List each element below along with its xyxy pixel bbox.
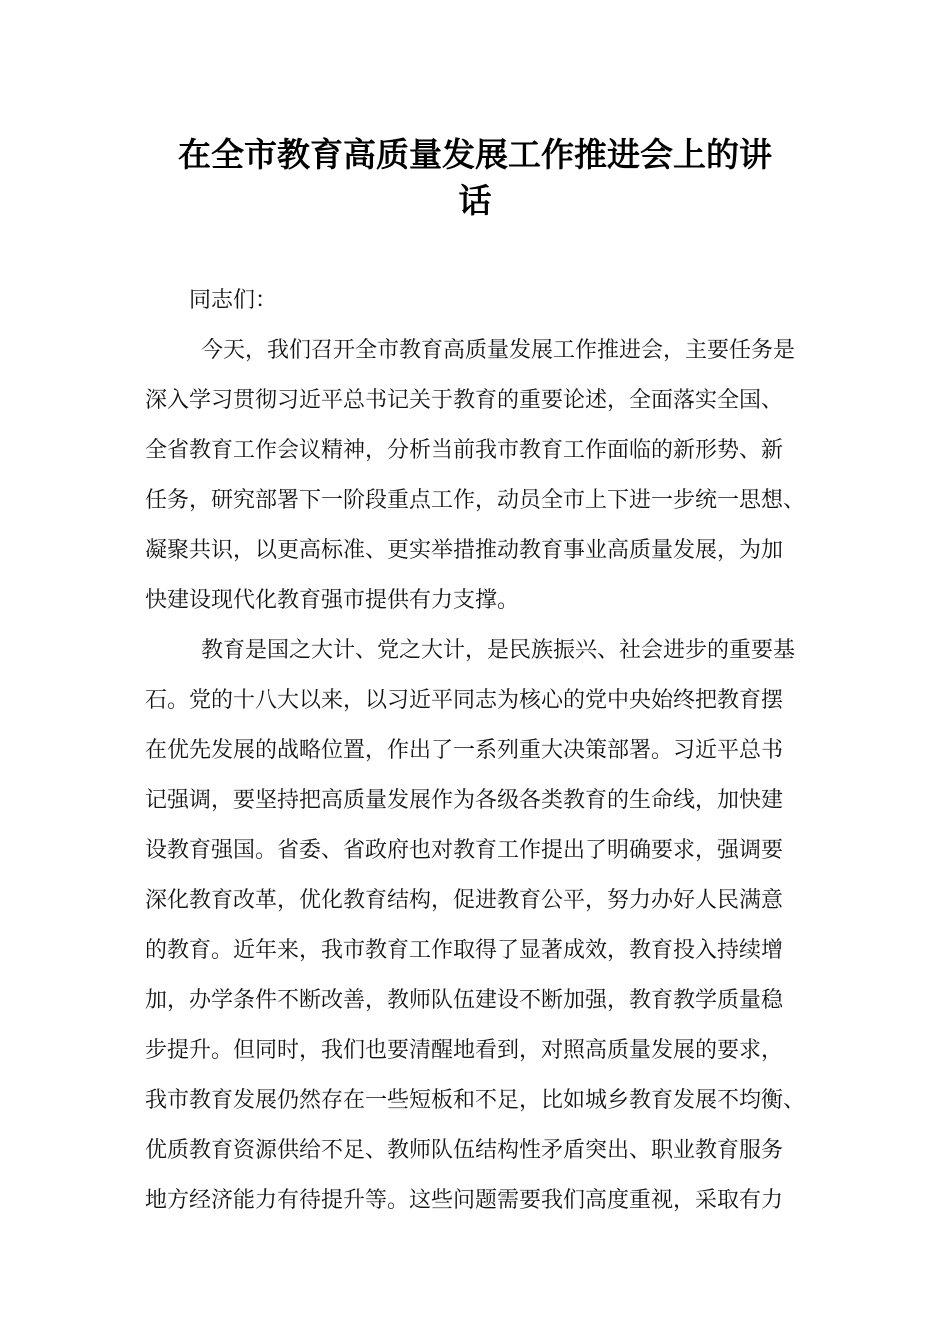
- salutation: 同志们：: [189, 288, 278, 313]
- paragraph-education: [145, 626, 807, 1226]
- paragraph-line: 优质教育资源供给不足、教师队伍结构性矛盾突出、职业教育服务: [145, 1138, 784, 1163]
- paragraph-line: 教育是国之大计、党之大计，是民族振兴、社会进步的重要基: [201, 638, 796, 663]
- paragraph-line: 深入学习贯彻习近平总书记关于教育的重要论述，全面落实全国、: [145, 388, 784, 413]
- paragraph-line: 地方经济能力有待提升等。这些问题需要我们高度重视，采取有力: [145, 1188, 784, 1213]
- document-title: [145, 132, 805, 224]
- paragraph-line: 快建设现代化教育强市提供有力支撑。: [145, 588, 520, 613]
- paragraph-line: 设教育强国。省委、省政府也对教育工作提出了明确要求，强调要: [145, 838, 784, 863]
- paragraph-line: 今天，我们召开全市教育高质量发展工作推进会，主要任务是: [201, 338, 796, 363]
- title-line: 话: [458, 181, 492, 220]
- title-line: 在全市教育高质量发展工作推进会上的讲: [178, 135, 772, 174]
- paragraph-line: 任务，研究部署下一阶段重点工作，动员全市上下进一步统一思想、: [145, 488, 806, 513]
- paragraph-line: 凝聚共识，以更高标准、更实举措推动教育事业高质量发展，为加: [145, 538, 784, 563]
- paragraph-line: 我市教育发展仍然存在一些短板和不足，比如城乡教育发展不均衡、: [145, 1088, 806, 1113]
- paragraph-line: 的教育。近年来，我市教育工作取得了显著成效，教育投入持续增: [145, 938, 784, 963]
- paragraph-intro: [145, 326, 807, 626]
- paragraph-line: 加，办学条件不断改善，教师队伍建设不断加强，教育教学质量稳: [145, 988, 784, 1013]
- paragraph-line: 在优先发展的战略位置，作出了一系列重大决策部署。习近平总书: [145, 738, 784, 763]
- paragraph-line: 深化教育改革，优化教育结构，促进教育公平，努力办好人民满意: [145, 888, 784, 913]
- paragraph-line: 石。党的十八大以来，以习近平同志为核心的党中央始终把教育摆: [145, 688, 784, 713]
- paragraph-line: 记强调，要坚持把高质量发展作为各级各类教育的生命线，加快建: [145, 788, 784, 813]
- paragraph-line: 全省教育工作会议精神，分析当前我市教育工作面临的新形势、新: [145, 438, 784, 463]
- paragraph-line: 步提升。但同时，我们也要清醒地看到，对照高质量发展的要求，: [145, 1038, 784, 1063]
